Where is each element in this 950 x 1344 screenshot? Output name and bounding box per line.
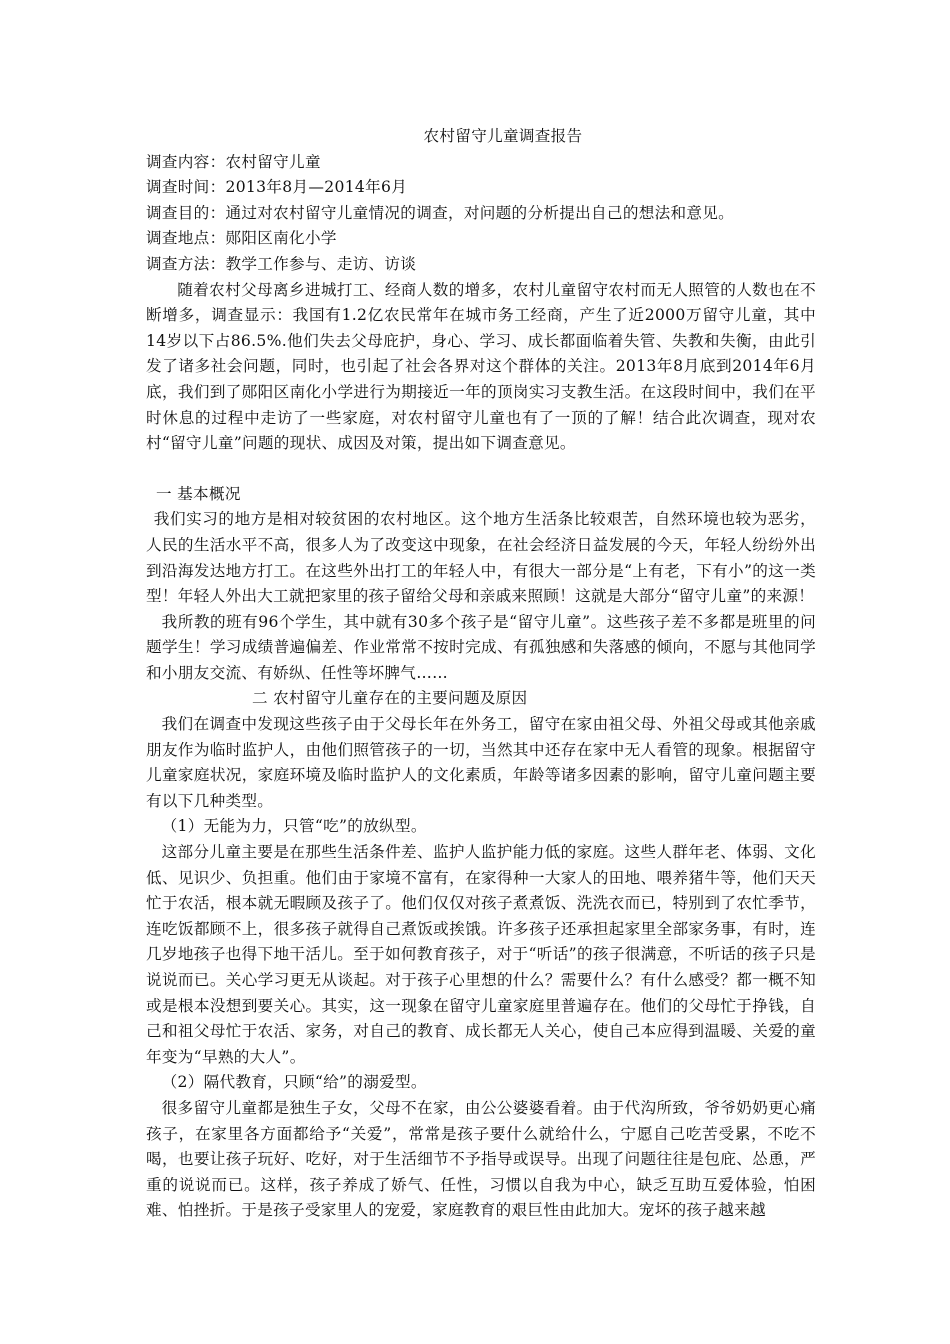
type1-body: 这部分儿童主要是在那些生活条件差、监护人监护能力低的家庭。这些人群年老、体弱、文化低、见识少、负担重。他们由于家境不富有，在家得种一大家人的田地、喂养猪牛等，他们天天忙于农活，根本就无暇顾及孩子了。他们仅仅对孩子煮煮饭、洗洗衣而已，特别到了农忙季节，连吃饭都顾不上，很多孩子就得自己煮饭或挨饿。许多孩子还承担起家里全部家务事，有时，连几岁地孩子也得下地干活儿。至于如何教育孩子，对于“听话”的孩子很满意，不听话的孩子只是说说而已。关心学习更无从谈起。对于孩子心里想的什么？需要什么？有什么感受？都一概不知或是根本没想到要关心。其实，这一现象在留守儿童家庭里普遍存在。他们的父母忙于挣钱，自己和祖父母忙于农活、家务，对自己的教育、成长都无人关心，使自己本应得到温暖、关爱的童年变为“早熟的大人”。 [146,843,816,1066]
section2-intro: 我们在调查中发现这些孩子由于父母长年在外务工，留守在家由祖父母、外祖父母或其他亲戚朋友作为临时监护人，由他们照管孩子的一切，当然其中还存在家中无人看管的现象。根据留守儿童家庭状况，家庭环境及临时监护人的文化素质，年龄等诸多因素的影响，留守儿童问题主要有以下几种类型。 [146,715,816,810]
section1-paragraph-1: 我们实习的地方是相对较贫困的农村地区。这个地方生活条比较艰苦，自然环境也较为恶劣，人民的生活水平不高，很多人为了改变这中现象，在社会经济日益发展的今天，年轻人纷纷外出到沿海发达地方打工。在这些外出打工的年轻人中，有很大一部分是“上有老，下有小”的这一类型！年轻人外出大工就把家里的孩子留给父母和亲戚来照顾！这就是大部分“留守儿童”的来源！ [146,510,816,606]
document-body [146,124,816,1224]
meta-purpose: 调查目的：通过对农村留守儿童情况的调查，对问题的分析提出自己的想法和意见。 [146,203,735,222]
document-title: 农村留守儿童调查报告 [423,127,583,145]
blank-line [146,457,816,482]
section1-heading: 一 基本概况 [156,484,241,503]
meta-method: 调查方法：教学工作参与、走访、访谈 [146,254,417,273]
intro-paragraph: 随着农村父母离乡进城打工、经商人数的增多，农村儿童留守农村而无人照管的人数也在不断增多，调查显示：我国有1.2亿农民常年在城市务工经商，产生了近2000万留守儿童，其中14岁以下占86.5%.他们失去父母庇护，身心、学习、成长都面临着失管、失教和失衡，由此引发了诸多社会问题，同时，也引起了社会各界对这个群体的关注。2013年8月底到2014年6月底，我们到了郧阳区南化小学进行为期接近一年的顶岗实习支教生活。在这段时间中，我们在平时休息的过程中走访了一些家庭，对农村留守儿童也有了一顶的了解！结合此次调查，现对农村“留守儿童”问题的现状、成因及对策，提出如下调查意见。 [146,280,816,453]
section1-paragraph-2: 我所教的班有96个学生，其中就有30多个孩子是“留守儿童”。这些孩子差不多都是班里的问题学生！学习成绩普遍偏差、作业常常不按时完成、有孤独感和失落感的倾向，不愿与其他同学和小朋友交流、有娇纵、任性等坏脾气…… [146,612,816,682]
type2-heading: （2）隔代教育，只顾“给”的溺爱型。 [161,1073,427,1092]
meta-content: 调查内容：农村留守儿童 [146,152,321,171]
meta-time: 调查时间：2013年8月—2014年6月 [146,178,408,197]
type1-heading: （1）无能为力，只管“吃”的放纵型。 [161,817,427,836]
type2-body: 很多留守儿童都是独生子女，父母不在家，由公公婆婆看着。由于代沟所致，爷爷奶奶更心痛孩子，在家里各方面都给予“关爱”，常常是孩子要什么就给什么，宁愿自己吃苦受累，不吃不喝，也要让孩子玩好、吃好，对于生活细节不予指导或误导。出现了问题往往是包庇、怂恿，严重的说说而已。这样，孩子养成了娇气、任性，习惯以自我为中心，缺乏互助互爱体验，怕困难、怕挫折。于是孩子受家里人的宠爱，家庭教育的艰巨性由此加大。宠坏的孩子越来越 [146,1098,816,1220]
section2-heading: 二 农村留守儿童存在的主要问题及原因 [252,689,528,708]
meta-location: 调查地点：郧阳区南化小学 [146,229,337,248]
